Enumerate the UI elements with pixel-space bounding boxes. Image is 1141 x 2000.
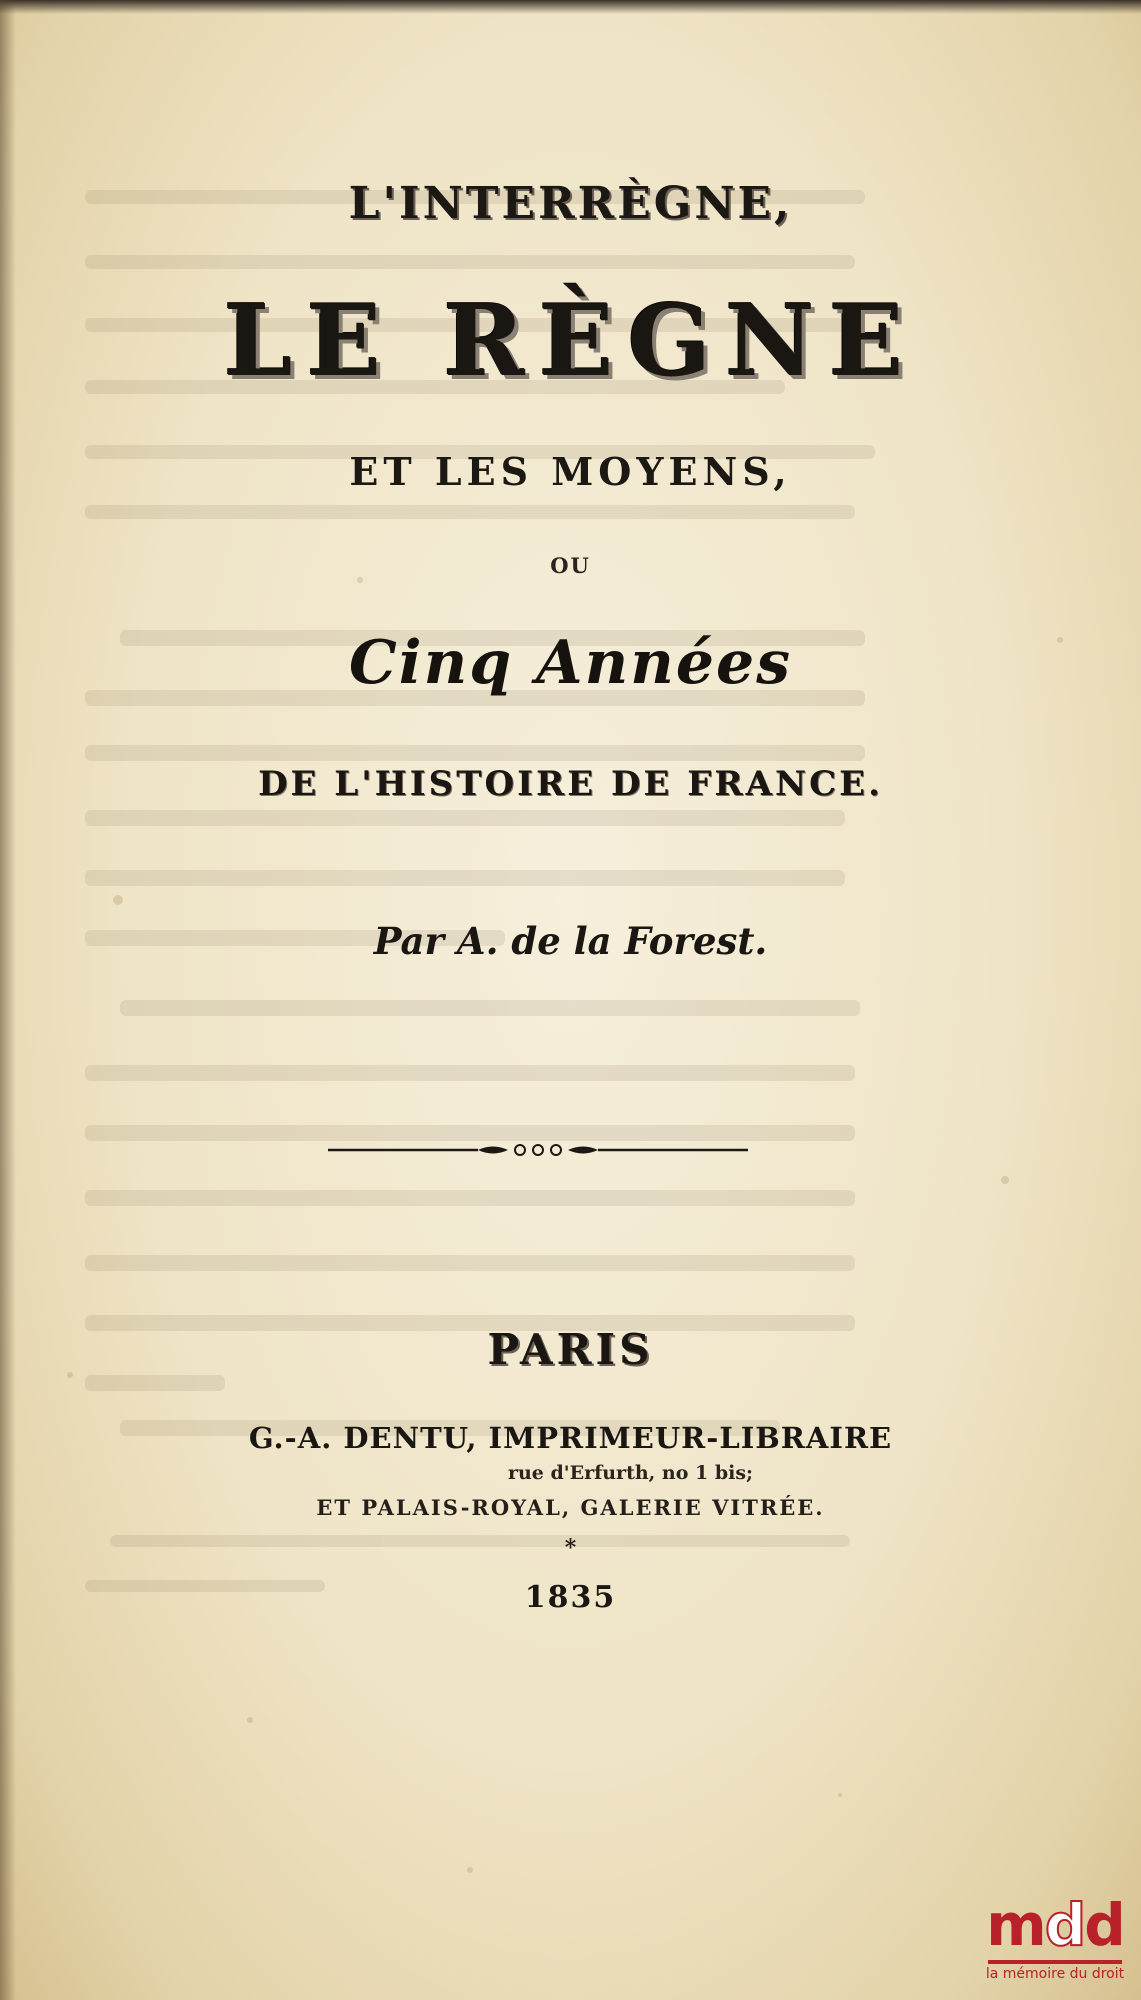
ornamental-rule <box>328 1140 748 1160</box>
title-le-regne: LE RÈGNE <box>223 284 918 399</box>
author-line: Par A. de la Forest. <box>373 919 768 963</box>
mdd-logo-mark <box>980 1890 1130 1960</box>
title-histoire-de-france: DE L'HISTOIRE DE FRANCE. <box>258 764 883 804</box>
imprint-ornament: * <box>564 1535 577 1561</box>
imprint-address: rue d'Erfurth, no 1 bis; <box>507 1462 754 1484</box>
imprint-year: 1835 <box>524 1580 617 1615</box>
imprint-city: PARIS <box>487 1325 654 1374</box>
logo-letter-m: m <box>986 1891 1045 1959</box>
imprint-second-address: ET PALAIS-ROYAL, GALERIE VITRÉE. <box>316 1495 825 1520</box>
logo-letter-d: d <box>1084 1891 1124 1959</box>
title-ou: OU <box>550 553 591 578</box>
title-cinq-annees: Cinq Années <box>349 628 792 698</box>
title-interregne: L'INTERRÈGNE, <box>348 178 793 229</box>
logo-letter-d-outline: d <box>1044 1891 1085 1959</box>
logo-tagline: la mémoire du droit <box>985 1966 1125 1982</box>
title-et-les-moyens: ET LES MOYENS, <box>349 449 792 494</box>
mdd-logo <box>980 1890 1130 1990</box>
logo-underline <box>988 1960 1122 1964</box>
imprint-publisher: G.-A. DENTU, IMPRIMEUR-LIBRAIRE <box>248 1421 893 1455</box>
